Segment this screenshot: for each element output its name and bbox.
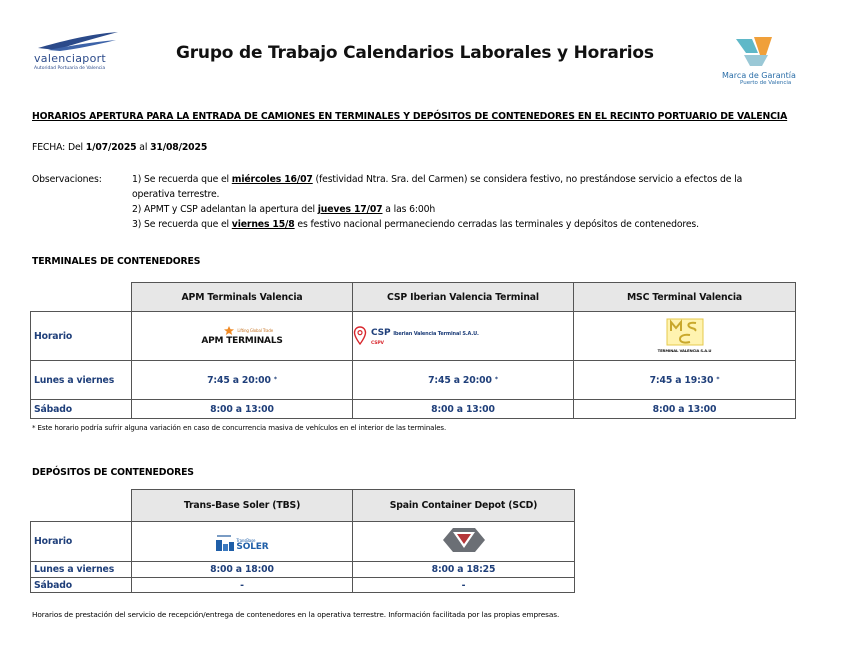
csp-wordmark: CSP: [371, 327, 391, 338]
observation-text: a las 6:00h: [382, 204, 436, 215]
tbs-wordmark: SOLER: [236, 541, 269, 552]
table-header-row: [31, 283, 796, 312]
tbs-crane-icon: [215, 532, 235, 552]
observation-text: es festivo nacional permaneciendo cerradas las terminales y depósitos de contenedores.: [294, 219, 699, 230]
table-corner: [31, 490, 132, 522]
observation-text: 2) APMT y CSP adelantan la apertura del: [132, 204, 318, 215]
valenciaport-logo: [34, 30, 120, 75]
csp-logo-cell: [353, 312, 574, 361]
marca-garantia-subtitle: Puerto de Valencia: [740, 80, 792, 86]
observation-date: miércoles 16/07: [231, 174, 313, 185]
column-header-apm: APM Terminals Valencia: [132, 283, 353, 312]
tbs-logo-cell: [132, 522, 353, 562]
terminals-section-title: TERMINALES DE CONTENEDORES: [32, 256, 201, 267]
row-label-horario: Horario: [31, 312, 132, 361]
spain-container-depot-logo: [441, 526, 487, 557]
table-corner: [31, 283, 132, 312]
apm-tagline: Lifting Global Trade: [237, 328, 274, 333]
msc-subtitle: TERMINAL VALENCIA S.A.U: [657, 347, 712, 353]
tbs-weekday-hours: 8:00 a 18:00: [132, 562, 353, 578]
observation-text: 1) Se recuerda que el: [132, 174, 232, 185]
table-row: [31, 562, 575, 578]
msc-saturday-hours: 8:00 a 13:00: [574, 400, 796, 419]
column-header-csp: CSP Iberian Valencia Terminal: [353, 283, 574, 312]
page-title: Grupo de Trabajo Calendarios Laborales y Horarios: [176, 43, 654, 63]
date-from: 1/07/2025: [85, 142, 137, 153]
valenciaport-wordmark: valenciaport: [34, 52, 107, 65]
asterisk: *: [716, 375, 720, 383]
hours-text: 7:45 a 20:00: [428, 374, 492, 386]
scd-saturday-hours: -: [353, 578, 575, 593]
apm-weekday-hours: [132, 361, 353, 400]
apm-saturday-hours: 8:00 a 13:00: [132, 400, 353, 419]
observation-item: [132, 217, 772, 232]
date-prefix: FECHA: Del: [32, 142, 86, 153]
csp-fullname: Iberian Valencia Terminal S.A.U.: [393, 330, 479, 337]
tbs-top-text: TransBase: [236, 537, 256, 543]
asterisk: *: [494, 375, 498, 383]
scd-logo-cell: [353, 522, 575, 562]
depots-section-title: DEPÓSITOS DE CONTENEDORES: [32, 467, 194, 478]
trans-base-soler-logo: [132, 532, 352, 552]
terminals-table: [30, 282, 796, 419]
csp-weekday-hours: [353, 361, 574, 400]
row-label-sabado: Sábado: [31, 400, 132, 419]
msc-weekday-hours: [574, 361, 796, 400]
valenciaport-subtitle: Autoridad Portuaria de Valencia: [34, 66, 106, 71]
row-label-horario: Horario: [31, 522, 132, 562]
msc-logo-cell: [574, 312, 796, 361]
hours-text: 7:45 a 20:00: [207, 374, 271, 386]
tbs-saturday-hours: -: [132, 578, 353, 593]
valenciaport-sail-icon: [34, 30, 120, 52]
apm-wordmark: APM TERMINALS: [201, 336, 283, 346]
location-pin-icon: [353, 326, 367, 346]
observations-label: Observaciones:: [32, 174, 102, 185]
hours-text: 7:45 a 19:30: [649, 374, 714, 386]
observation-text: 3) Se recuerda que el: [132, 219, 232, 230]
observation-item: [132, 202, 772, 217]
table-row: [31, 361, 796, 400]
csp-logo: [353, 326, 573, 346]
bottom-note: Horarios de prestación del servicio de recepción/entrega de contenedores en la operativa terrestre. Información facilitada por las propias empresas.: [32, 610, 560, 619]
observation-item: [132, 172, 772, 202]
apm-star-icon: [223, 326, 235, 335]
column-header-scd: Spain Container Depot (SCD): [353, 490, 575, 522]
marca-garantia-logo: [722, 33, 808, 89]
observation-date: jueves 17/07: [317, 204, 383, 215]
main-heading: HORARIOS APERTURA PARA LA ENTRADA DE CAMIONES EN TERMINALES Y DEPÓSITOS DE CONTENEDORES EN EL RECINTO PORTUARIO DE VALENCIA: [32, 111, 788, 122]
date-to: 31/08/2025: [150, 142, 208, 153]
marca-garantia-text: Marca de Garantía: [722, 71, 796, 80]
msc-logo: [658, 318, 712, 353]
row-label-lunes: Lunes a viernes: [31, 361, 132, 400]
apm-terminals-logo: [201, 326, 282, 346]
date-mid: al: [136, 142, 151, 153]
date-range: [32, 142, 207, 153]
apm-logo-cell: [132, 312, 353, 361]
marca-garantia-emblem-icon: [732, 33, 778, 69]
table-row: [31, 400, 796, 419]
scd-emblem-icon: [441, 526, 487, 554]
observation-date: viernes 15/8: [231, 219, 295, 230]
csp-subtitle: CSPV: [371, 340, 384, 346]
column-header-msc: MSC Terminal Valencia: [574, 283, 796, 312]
asterisk: *: [273, 375, 277, 383]
table-row: [31, 522, 575, 562]
table-row: [31, 312, 796, 361]
observation-text: (festividad Ntra. Sra. del Carmen) se considera festivo, no prestándose servicio a efectos de la operativa terrestre.: [132, 174, 743, 200]
column-header-tbs: Trans-Base Soler (TBS): [132, 490, 353, 522]
msc-emblem-icon: [666, 318, 704, 346]
scd-weekday-hours: 8:00 a 18:25: [353, 562, 575, 578]
row-label-sabado: Sábado: [31, 578, 132, 593]
table-row: [31, 578, 575, 593]
row-label-lunes: Lunes a viernes: [31, 562, 132, 578]
depots-table: [30, 489, 575, 593]
table-header-row: [31, 490, 575, 522]
terminals-footnote: * Este horario podría sufrir alguna variación en caso de concurrencia masiva de vehículos en el interior de las terminales.: [32, 424, 447, 432]
csp-saturday-hours: 8:00 a 13:00: [353, 400, 574, 419]
